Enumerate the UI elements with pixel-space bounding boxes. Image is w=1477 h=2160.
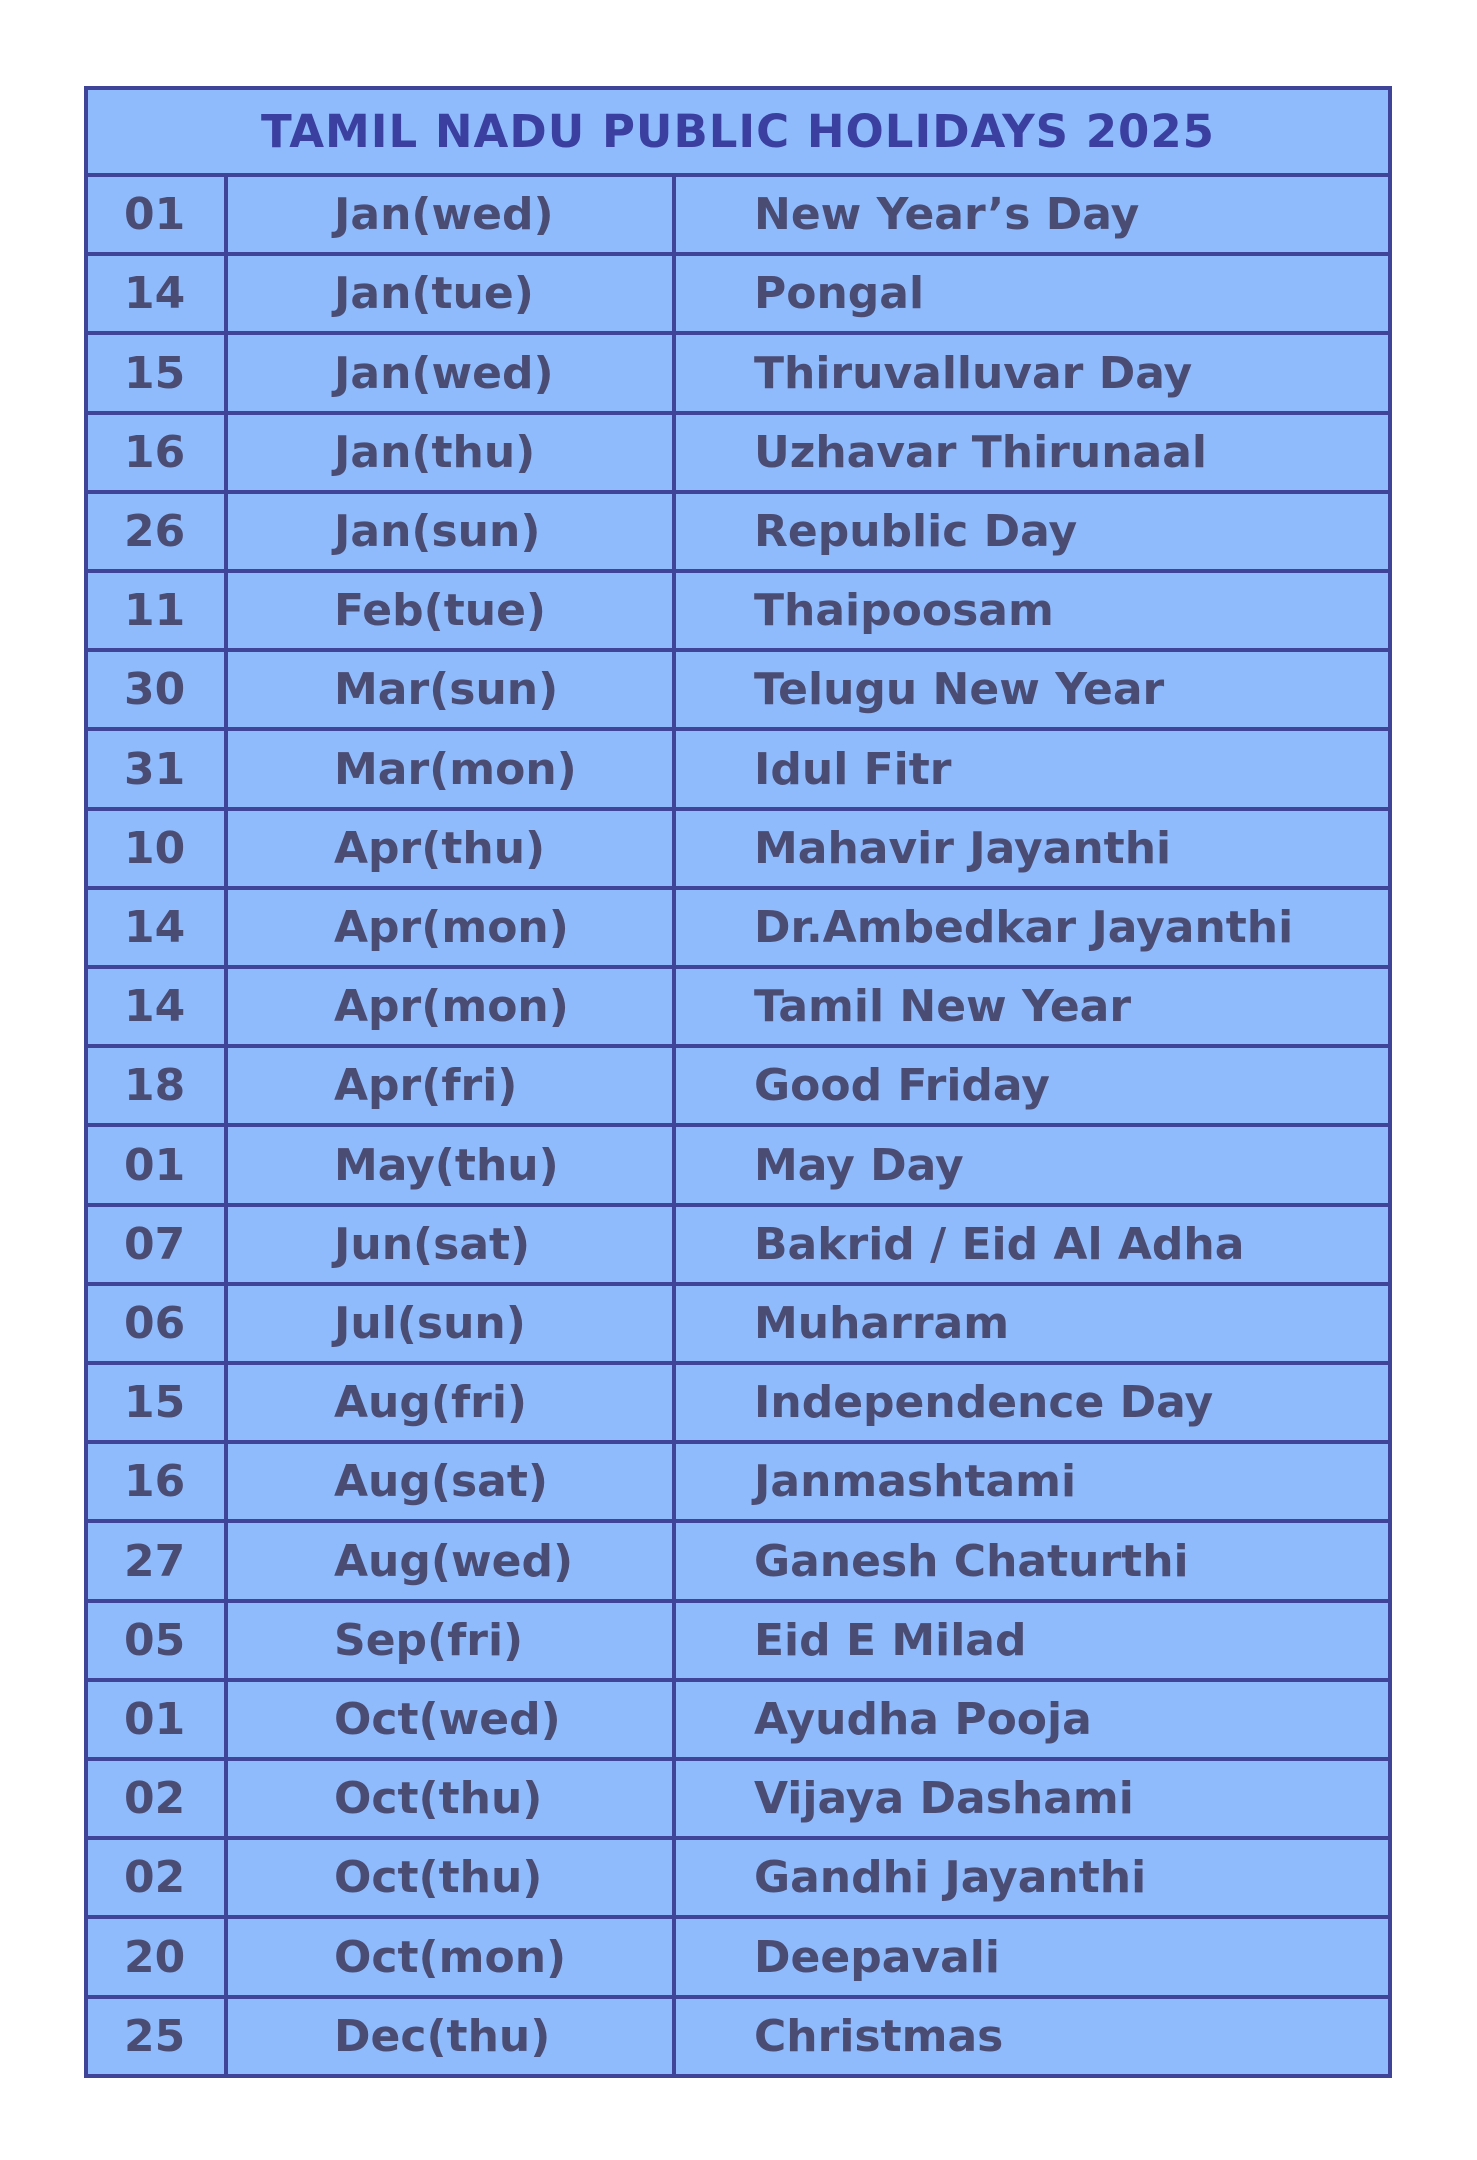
day-cell: 11 [88,573,228,648]
holiday-name-cell: Idul Fitr [754,743,952,795]
holiday-name-cell: Muharram [754,1297,1010,1349]
table-row [88,731,1388,810]
holiday-name-cell: Thiruvalluvar Day [754,347,1193,399]
holiday-name-cell: Tamil New Year [754,981,1132,1033]
month-cell: Feb(tue) [228,573,676,648]
month-cell: Jan(sun) [228,494,676,569]
day-cell: 07 [88,1207,228,1282]
month-cell: Jan(wed) [228,177,676,252]
holiday-name-cell: Pongal [754,268,925,320]
month-cell: Jul(sun) [228,1286,676,1361]
month-cell: Mar(mon) [228,731,676,806]
table-row [88,1761,1388,1840]
table-row [88,811,1388,890]
month-cell: Oct(thu) [228,1761,676,1836]
table-row [88,1444,1388,1523]
table-row [88,890,1388,969]
day-cell: 01 [88,177,228,252]
month-cell: Aug(sat) [228,1444,676,1519]
holiday-name-cell: Good Friday [754,1060,1050,1112]
month-cell: Jan(tue) [228,256,676,331]
holiday-table [84,86,1392,2078]
table-row [88,1999,1388,2074]
holiday-name-cell: Bakrid / Eid Al Adha [754,1218,1245,1270]
table-row [88,1365,1388,1444]
day-cell: 10 [88,811,228,886]
holiday-name-cell: Independence Day [754,1377,1214,1429]
day-cell: 30 [88,652,228,727]
day-cell: 25 [88,1999,228,2074]
day-cell: 16 [88,415,228,490]
day-cell: 05 [88,1603,228,1678]
month-cell: Apr(thu) [228,811,676,886]
holiday-name-cell: Uzhavar Thirunaal [754,426,1207,478]
holiday-name-cell: Thaipoosam [754,585,1054,637]
month-cell: May(thu) [228,1127,676,1202]
table-row [88,1919,1388,1998]
table-row [88,256,1388,335]
month-cell: Aug(wed) [228,1523,676,1598]
day-cell: 20 [88,1919,228,1994]
day-cell: 31 [88,731,228,806]
table-row [88,177,1388,256]
day-cell: 27 [88,1523,228,1598]
day-cell: 06 [88,1286,228,1361]
day-cell: 02 [88,1840,228,1915]
table-title: TAMIL NADU PUBLIC HOLIDAYS 2025 [88,90,1388,177]
day-cell: 14 [88,256,228,331]
month-cell: Dec(thu) [228,1999,676,2074]
holiday-name-cell: Deepavali [754,1931,1000,1983]
month-cell: Oct(wed) [228,1682,676,1757]
day-cell: 02 [88,1761,228,1836]
holiday-name-cell: Ganesh Chaturthi [754,1535,1189,1587]
day-cell: 01 [88,1127,228,1202]
month-cell: Apr(mon) [228,890,676,965]
day-cell: 18 [88,1048,228,1123]
table-row [88,1286,1388,1365]
day-cell: 15 [88,1365,228,1440]
holiday-name-cell: Eid E Milad [754,1614,1027,1666]
month-cell: Aug(fri) [228,1365,676,1440]
holiday-name-cell: Vijaya Dashami [754,1773,1134,1825]
month-cell: Jan(thu) [228,415,676,490]
holiday-name-cell: Dr.Ambedkar Jayanthi [754,901,1294,953]
table-row [88,573,1388,652]
month-cell: Apr(mon) [228,969,676,1044]
table-row [88,1840,1388,1919]
month-cell: Sep(fri) [228,1603,676,1678]
month-cell: Mar(sun) [228,652,676,727]
day-cell: 01 [88,1682,228,1757]
month-cell: Oct(thu) [228,1840,676,1915]
holiday-name-cell: New Year’s Day [754,189,1140,241]
table-row [88,1127,1388,1206]
table-row [88,1682,1388,1761]
table-row [88,1207,1388,1286]
day-cell: 15 [88,335,228,410]
holiday-name-cell: Gandhi Jayanthi [754,1852,1147,1904]
holiday-name-cell: Telugu New Year [754,664,1165,716]
holiday-rows [88,177,1388,2074]
holiday-name-cell: Mahavir Jayanthi [754,822,1172,874]
holiday-name-cell: Republic Day [754,505,1078,557]
day-cell: 14 [88,890,228,965]
holiday-name-cell: Ayudha Pooja [754,1693,1092,1745]
holiday-name-cell: Christmas [754,2010,1004,2062]
month-cell: Apr(fri) [228,1048,676,1123]
holiday-name-cell: May Day [754,1139,964,1191]
day-cell: 26 [88,494,228,569]
month-cell: Jan(wed) [228,335,676,410]
day-cell: 16 [88,1444,228,1519]
table-row [88,494,1388,573]
table-row [88,652,1388,731]
table-row [88,1048,1388,1127]
table-row [88,1523,1388,1602]
holiday-name-cell: Janmashtami [754,1456,1077,1508]
month-cell: Jun(sat) [228,1207,676,1282]
month-cell: Oct(mon) [228,1919,676,1994]
table-row [88,335,1388,414]
day-cell: 14 [88,969,228,1044]
table-row [88,969,1388,1048]
table-row [88,1603,1388,1682]
table-row [88,415,1388,494]
